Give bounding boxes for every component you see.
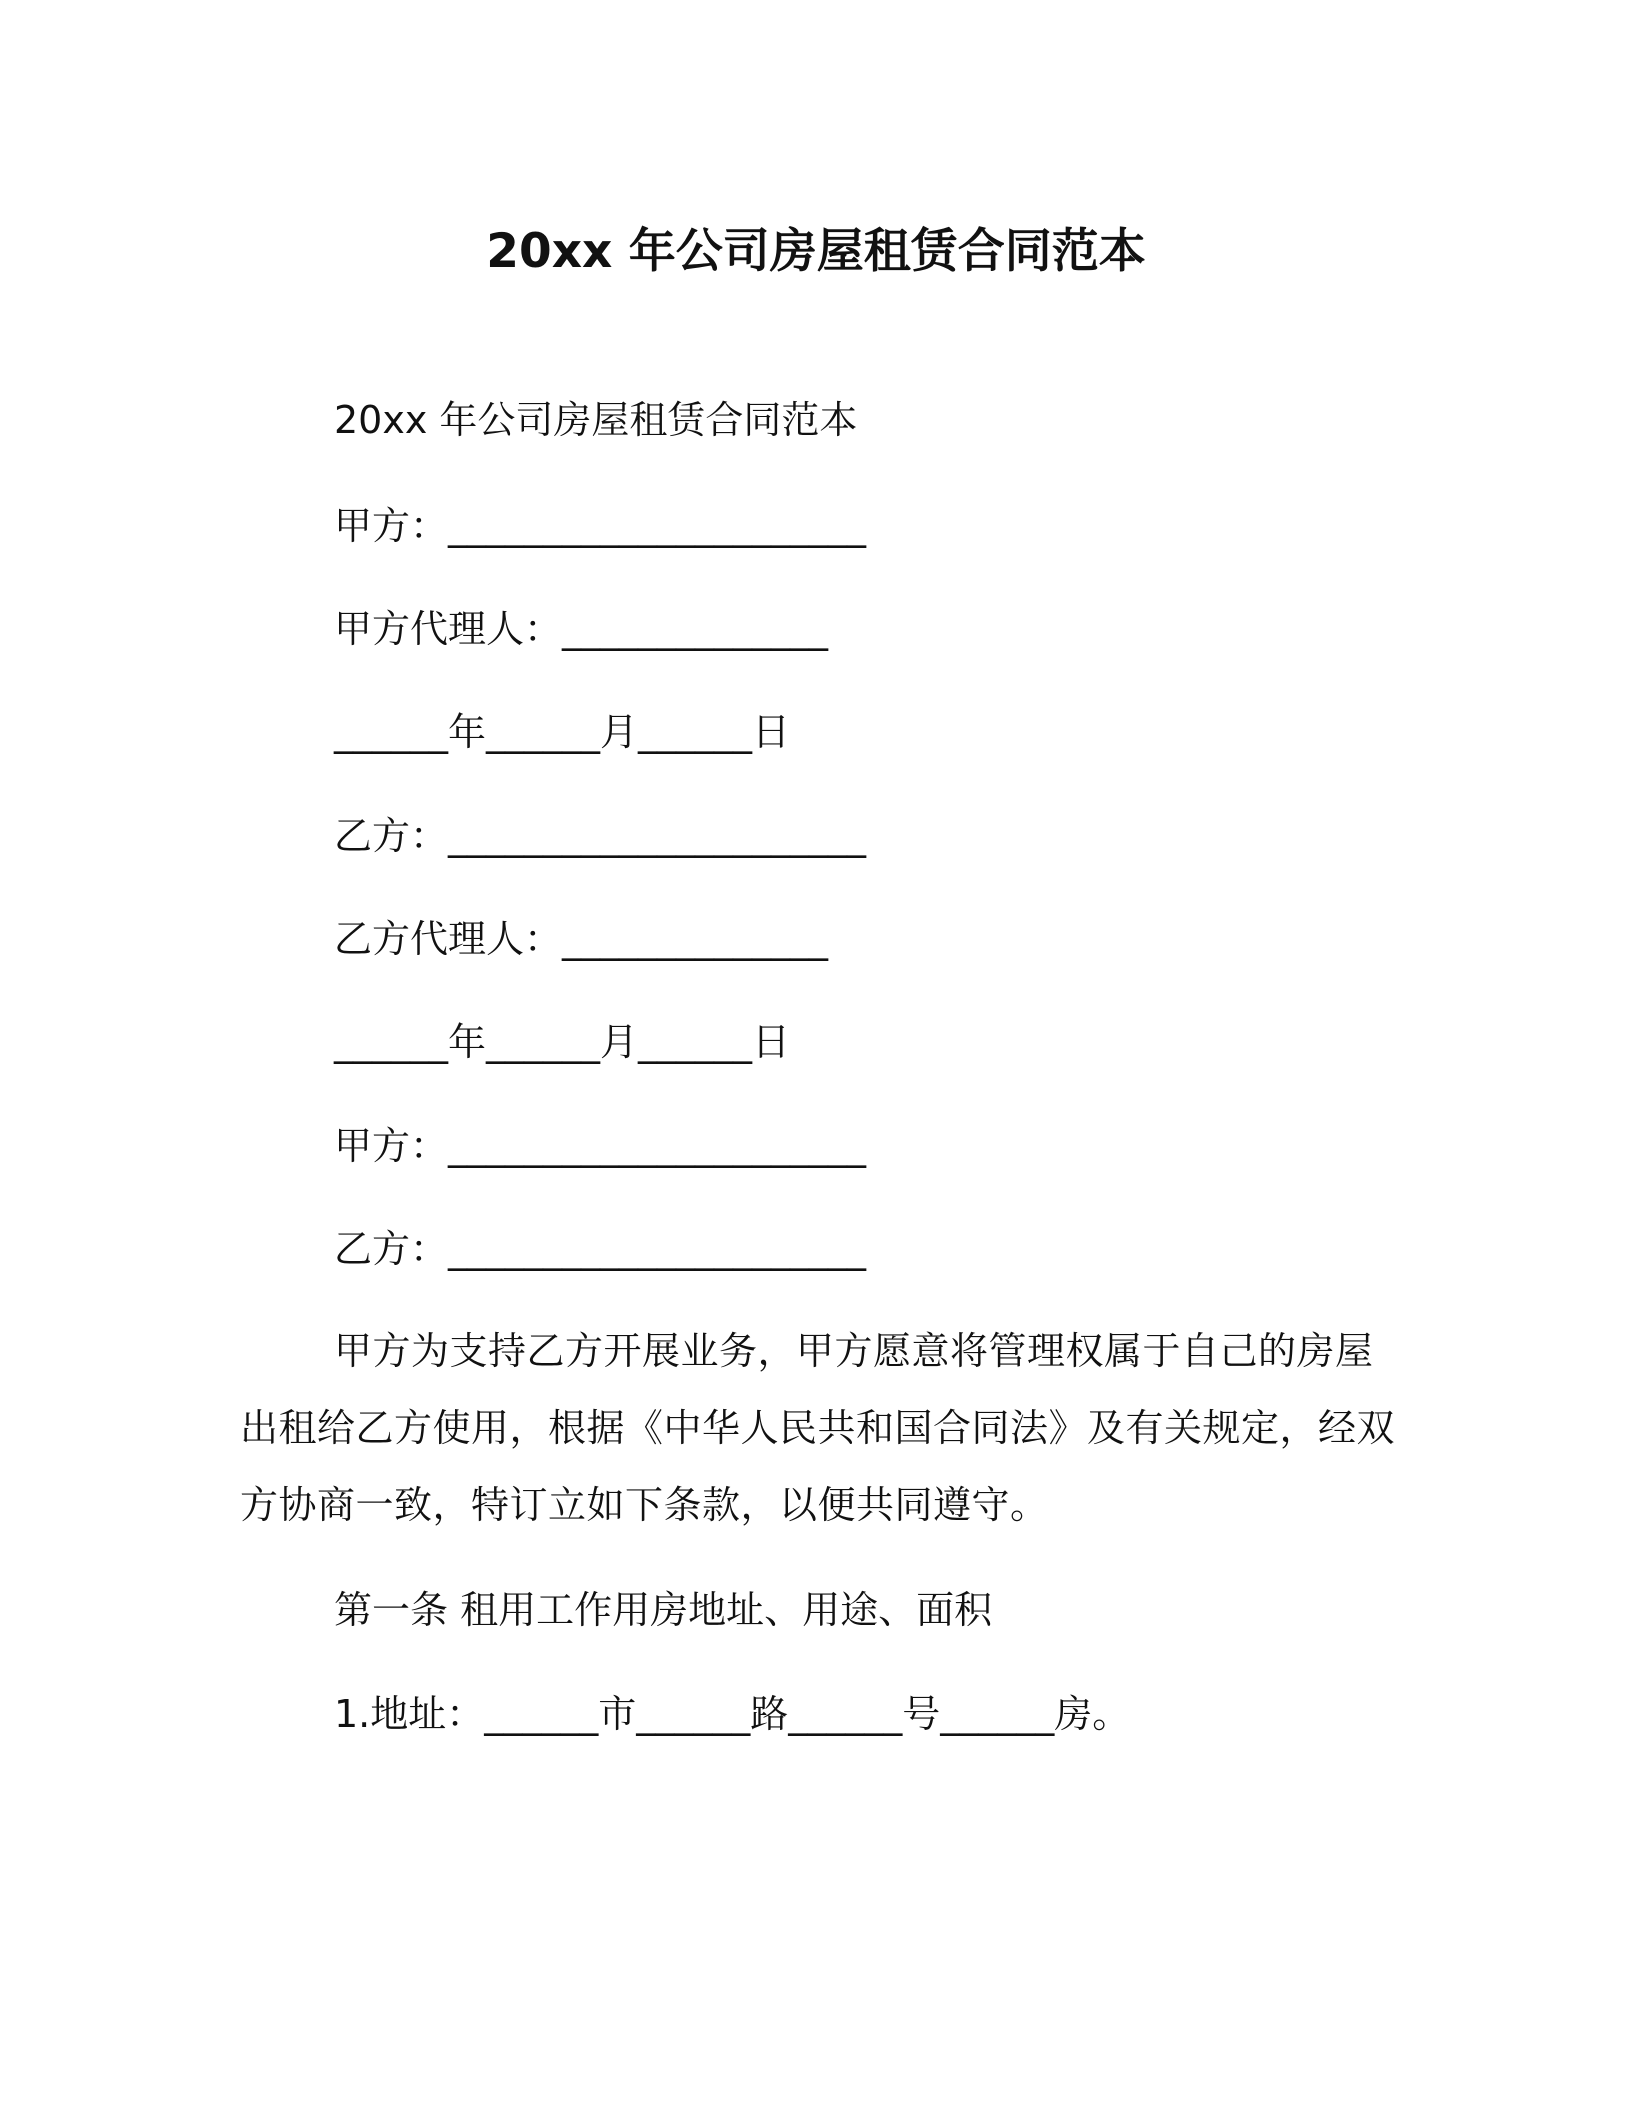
article-1-item-1: 1.地址：______市______路______号______房。 <box>334 1692 1131 1736</box>
date-field-1: ______年______月______日 <box>334 710 791 754</box>
party-b-agent-field: 乙方代理人：______________ <box>334 917 829 961</box>
date-field-2: ______年______月______日 <box>334 1020 791 1064</box>
party-b-field: 乙方：______________________ <box>334 814 867 858</box>
party-a-signature-field: 甲方：______________________ <box>334 1124 867 1168</box>
party-b-signature-field: 乙方：______________________ <box>334 1227 867 1271</box>
document-subtitle: 20xx 年公司房屋租赁合同范本 <box>334 398 858 442</box>
article-1-heading: 第一条 租用工作用房地址、用途、面积 <box>334 1588 993 1632</box>
document-title: 20xx 年公司房屋租赁合同范本 <box>486 224 1146 279</box>
party-a-agent-field: 甲方代理人：______________ <box>334 607 829 651</box>
party-a-field: 甲方：______________________ <box>334 504 867 548</box>
preamble-paragraph: 甲方为支持乙方开展业务，甲方愿意将管理权属于自己的房屋出租给乙方使用，根据《中华人民共和国合同法》及有关规定，经双方协商一致，特订立如下条款，以便共同遵守。 <box>240 1329 1396 1527</box>
